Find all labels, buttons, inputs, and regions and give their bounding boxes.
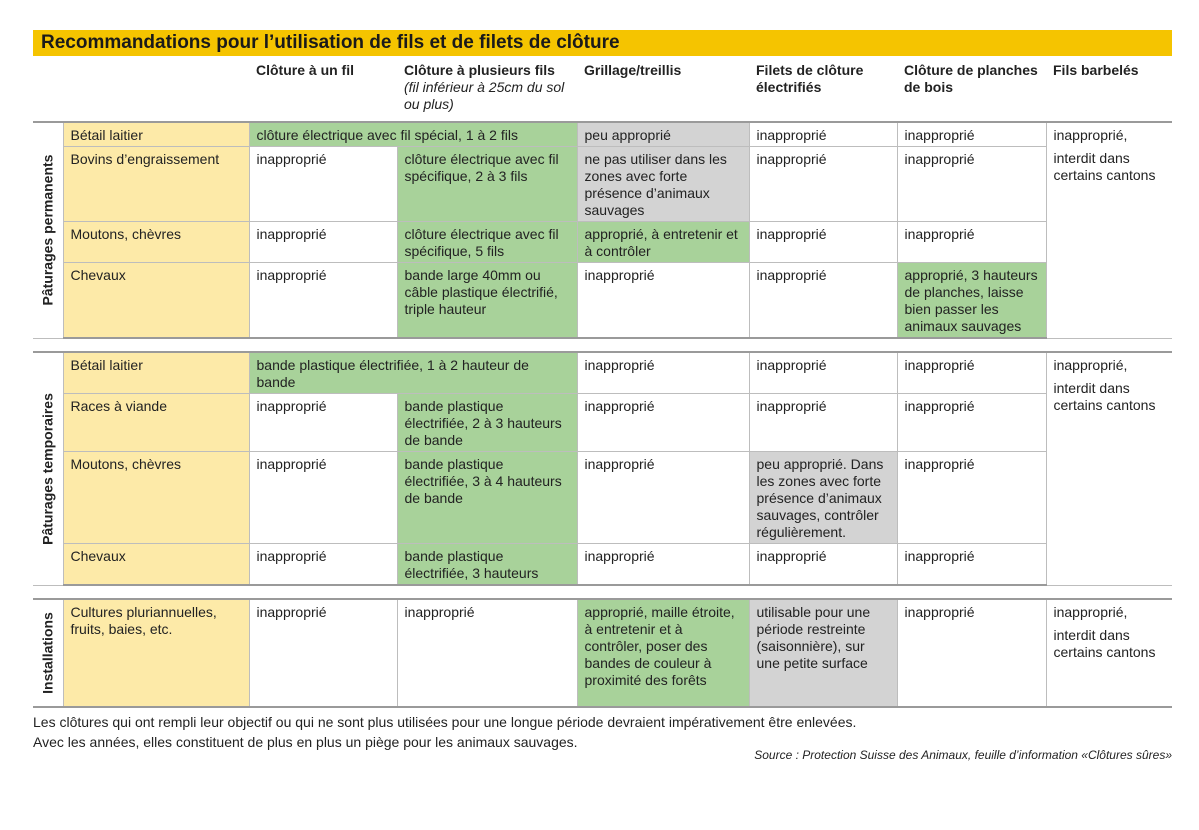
table-cell: inapproprié: [897, 452, 1046, 544]
table-cell: inapproprié: [249, 147, 397, 222]
footnote: [33, 712, 1172, 752]
header-multi-wire: Clôture à plusieurs fils (fil inférieur à 25cm du sol ou plus): [404, 62, 565, 112]
table-cell: clôture électrique avec fil spécifique, 5 fils: [397, 222, 577, 263]
table-cell: clôture électrique avec fil spécial, 1 à 2 fils: [249, 122, 577, 147]
table-cell: inapproprié: [249, 599, 397, 707]
table-cell: inapproprié: [749, 544, 897, 586]
table-cell: inapproprié: [397, 599, 577, 707]
table-row: [33, 394, 1172, 452]
animal-cell: Chevaux: [63, 544, 249, 586]
animal-cell: Bétail laitier: [63, 122, 249, 147]
table-cell: peu approprié: [577, 122, 749, 147]
barbed-cell: inapproprié, interdit dans certains cantons: [1046, 122, 1172, 338]
table-cell: inapproprié: [749, 352, 897, 394]
animal-cell: Bétail laitier: [63, 352, 249, 394]
table-cell: inapproprié: [749, 394, 897, 452]
table-row: [33, 352, 1172, 394]
table-row: [33, 263, 1172, 339]
footnote-line-2: Avec les années, elles constituent de plus en plus un piège pour les animaux sauvages.: [33, 734, 578, 750]
table-row: [33, 544, 1172, 586]
table-cell: inapproprié: [749, 222, 897, 263]
table-cell: inapproprié: [249, 263, 397, 339]
table-cell: inapproprié: [577, 352, 749, 394]
footnote-line-1: Les clôtures qui ont rempli leur objectif ou qui ne sont plus utilisées pour une longue période devraient impérativement être enlevées.: [33, 714, 857, 730]
header-one-wire: Clôture à un fil: [256, 62, 354, 78]
group-label-installations: Installations: [33, 599, 63, 707]
table-cell: inapproprié: [249, 222, 397, 263]
table-cell: ne pas utiliser dans les zones avec forte présence d’animaux sauvages: [577, 147, 749, 222]
table-cell: utilisable pour une période restreinte (saisonnière), sur une petite surface: [749, 599, 897, 707]
table-row: [33, 147, 1172, 222]
table-title: Recommandations pour l’utilisation de fils et de filets de clôture: [33, 30, 1172, 56]
group-label-permanents: Pâturages permanents: [33, 122, 63, 338]
header-wood-planks: Clôture de planches de bois: [904, 62, 1038, 95]
table-cell: inapproprié: [897, 122, 1046, 147]
table-cell: bande plastique électrifiée, 3 hauteurs: [397, 544, 577, 586]
animal-cell: Chevaux: [63, 263, 249, 339]
table-row: [33, 222, 1172, 263]
table-cell: peu approprié. Dans les zones avec forte présence d’animaux sauvages, contrôler régulièrement.: [749, 452, 897, 544]
table-cell: inapproprié: [749, 147, 897, 222]
table-cell: inapproprié: [577, 263, 749, 339]
table-cell: approprié, maille étroite, à entretenir et à contrôler, poser des bandes de couleur à proximité des forêts: [577, 599, 749, 707]
table-cell: inapproprié: [897, 599, 1046, 707]
table-cell: bande plastique électrifiée, 3 à 4 hauteurs de bande: [397, 452, 577, 544]
animal-cell: Moutons, chèvres: [63, 452, 249, 544]
table-cell: clôture électrique avec fil spécifique, 2 à 3 fils: [397, 147, 577, 222]
header-barbed-wire: Fils barbelés: [1053, 62, 1139, 78]
table-cell: inapproprié: [249, 394, 397, 452]
group-label-temporaires: Pâturages temporaires: [33, 352, 63, 585]
table-cell: inapproprié: [749, 122, 897, 147]
source-note: Source : Protection Suisse des Animaux, feuille d’information «Clôtures sûres»: [754, 748, 1172, 762]
recommendations-table: [33, 56, 1172, 708]
table-cell: inapproprié: [249, 544, 397, 586]
table-cell: inapproprié: [577, 452, 749, 544]
table-row: [33, 122, 1172, 147]
table-cell: inapproprié: [897, 352, 1046, 394]
header-electric-net: Filets de clôture électrifiés: [756, 62, 864, 95]
table-cell: inapproprié: [577, 394, 749, 452]
table-cell: bande plastique électrifiée, 1 à 2 hauteur de bande: [249, 352, 577, 394]
table-cell: inapproprié: [749, 263, 897, 339]
barbed-cell: inapproprié, interdit dans certains cantons: [1046, 352, 1172, 585]
table-cell: inapproprié: [897, 147, 1046, 222]
table-cell: inapproprié: [249, 452, 397, 544]
table-cell: inapproprié: [577, 544, 749, 586]
table-row: [33, 452, 1172, 544]
table-cell: inapproprié: [897, 544, 1046, 586]
table-cell: inapproprié: [897, 394, 1046, 452]
table-cell: inapproprié: [897, 222, 1046, 263]
animal-cell: Moutons, chèvres: [63, 222, 249, 263]
document: [33, 30, 1172, 762]
table-cell: bande large 40mm ou câble plastique électrifié, triple hauteur: [397, 263, 577, 339]
header-mesh: Grillage/treillis: [584, 62, 682, 78]
table-cell: approprié, à entretenir et à contrôler: [577, 222, 749, 263]
header-row: [33, 56, 1172, 122]
table-cell: approprié, 3 hauteurs de planches, laisse bien passer les animaux sauvages: [897, 263, 1046, 339]
animal-cell: Bovins d’engraissement: [63, 147, 249, 222]
animal-cell: Races à viande: [63, 394, 249, 452]
table-row: [33, 599, 1172, 707]
barbed-cell: inapproprié, interdit dans certains cantons: [1046, 599, 1172, 707]
animal-cell: Cultures pluriannuelles, fruits, baies, etc.: [63, 599, 249, 707]
table-cell: bande plastique électrifiée, 2 à 3 hauteurs de bande: [397, 394, 577, 452]
